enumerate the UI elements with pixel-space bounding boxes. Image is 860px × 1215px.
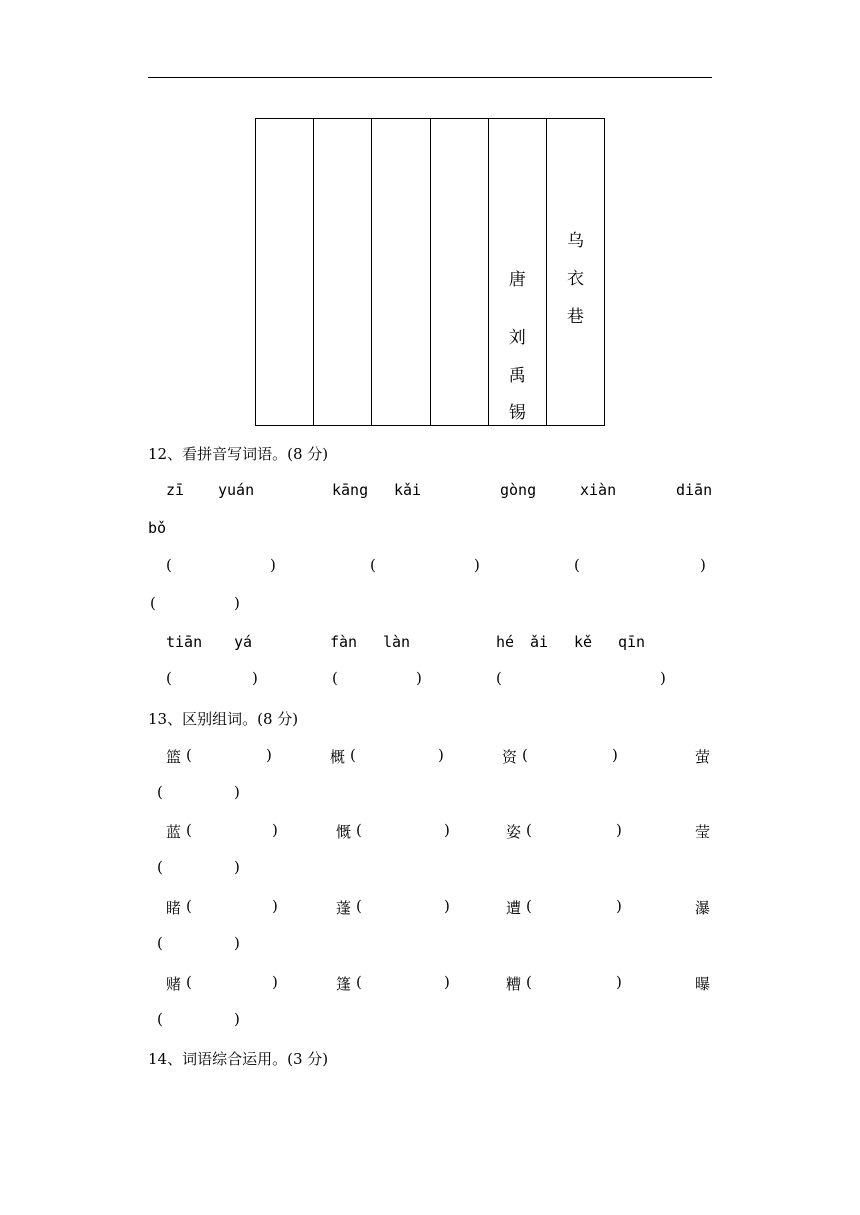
char: 姿 bbox=[506, 823, 522, 841]
paren-open: ( bbox=[526, 821, 532, 839]
paren-close: ) bbox=[252, 669, 258, 687]
paren-close: ) bbox=[474, 556, 480, 574]
paren-close: ) bbox=[416, 669, 422, 687]
paren-open: ( bbox=[150, 594, 156, 612]
paren-close: ) bbox=[700, 556, 706, 574]
paren-open: ( bbox=[332, 669, 338, 687]
char: 赌 bbox=[166, 975, 182, 993]
pinyin: kě bbox=[574, 633, 593, 651]
paren-open: ( bbox=[356, 897, 362, 915]
title-char: 衣 bbox=[566, 269, 584, 289]
author-char: 唐 bbox=[508, 270, 526, 290]
header-rule bbox=[148, 77, 712, 78]
char: 糟 bbox=[506, 975, 522, 993]
paren-open: ( bbox=[186, 821, 192, 839]
pinyin: fàn bbox=[330, 633, 358, 651]
char: 瀑 bbox=[695, 899, 711, 917]
title-char: 巷 bbox=[566, 307, 584, 327]
title-char: 乌 bbox=[566, 231, 584, 251]
paren-close: ) bbox=[272, 897, 278, 915]
paren-open: ( bbox=[186, 973, 192, 991]
paren-close: ) bbox=[616, 821, 622, 839]
paren-close: ) bbox=[234, 858, 240, 876]
pinyin: diān bbox=[676, 481, 713, 499]
q14-heading: 14、词语综合运用。(3 分) bbox=[148, 1050, 329, 1068]
paren-close: ) bbox=[444, 973, 450, 991]
pinyin: kǎi bbox=[394, 481, 422, 499]
pinyin: ǎi bbox=[530, 633, 549, 651]
paren-open: ( bbox=[166, 669, 172, 687]
char: 蓬 bbox=[336, 899, 352, 917]
char: 蓝 bbox=[166, 823, 182, 841]
paren-close: ) bbox=[234, 934, 240, 952]
poem-grid bbox=[255, 118, 605, 426]
paren-close: ) bbox=[616, 973, 622, 991]
paren-open: ( bbox=[496, 669, 502, 687]
pinyin: xiàn bbox=[580, 481, 617, 499]
paren-close: ) bbox=[234, 1010, 240, 1028]
char: 曝 bbox=[695, 975, 711, 993]
paren-open: ( bbox=[186, 897, 192, 915]
paren-open: ( bbox=[526, 897, 532, 915]
char: 篮 bbox=[166, 748, 182, 766]
char: 概 bbox=[330, 748, 346, 766]
pinyin: tiān bbox=[166, 633, 203, 651]
paren-close: ) bbox=[270, 556, 276, 574]
pinyin: qīn bbox=[618, 633, 646, 651]
char: 睹 bbox=[166, 899, 182, 917]
paren-open: ( bbox=[526, 973, 532, 991]
char: 慨 bbox=[336, 823, 352, 841]
pinyin: kāng bbox=[332, 481, 369, 499]
q13-heading: 13、区别组词。(8 分) bbox=[148, 710, 299, 728]
paren-close: ) bbox=[660, 669, 666, 687]
paren-open: ( bbox=[350, 746, 356, 764]
paren-open: ( bbox=[186, 746, 192, 764]
grid-column bbox=[430, 119, 488, 425]
char: 萤 bbox=[695, 748, 711, 766]
pinyin: hé bbox=[496, 633, 515, 651]
paren-close: ) bbox=[266, 746, 272, 764]
author-char: 锡 bbox=[508, 403, 526, 423]
paren-close: ) bbox=[444, 821, 450, 839]
grid-column bbox=[371, 119, 429, 425]
paren-open: ( bbox=[157, 858, 163, 876]
char: 篷 bbox=[336, 975, 352, 993]
paren-close: ) bbox=[438, 746, 444, 764]
paren-open: ( bbox=[370, 556, 376, 574]
paren-open: ( bbox=[356, 973, 362, 991]
paren-open: ( bbox=[522, 746, 528, 764]
char: 莹 bbox=[695, 823, 711, 841]
grid-column-author bbox=[488, 119, 546, 425]
char: 遭 bbox=[506, 899, 522, 917]
author-char: 禹 bbox=[508, 366, 526, 386]
paren-open: ( bbox=[157, 1010, 163, 1028]
grid-column bbox=[256, 119, 313, 425]
pinyin: làn bbox=[383, 633, 411, 651]
char: 资 bbox=[502, 748, 518, 766]
paren-close: ) bbox=[444, 897, 450, 915]
paren-open: ( bbox=[157, 783, 163, 801]
paren-close: ) bbox=[612, 746, 618, 764]
author-char: 刘 bbox=[508, 328, 526, 348]
paren-open: ( bbox=[356, 821, 362, 839]
pinyin: gòng bbox=[500, 481, 537, 499]
grid-column-title bbox=[546, 119, 604, 425]
pinyin: zī bbox=[166, 481, 185, 499]
pinyin: bǒ bbox=[148, 519, 167, 537]
pinyin: yuán bbox=[218, 481, 255, 499]
paren-close: ) bbox=[616, 897, 622, 915]
paren-open: ( bbox=[166, 556, 172, 574]
grid-column bbox=[313, 119, 371, 425]
paren-close: ) bbox=[234, 594, 240, 612]
paren-close: ) bbox=[234, 783, 240, 801]
paren-close: ) bbox=[272, 821, 278, 839]
paren-close: ) bbox=[272, 973, 278, 991]
paren-open: ( bbox=[574, 556, 580, 574]
pinyin: yá bbox=[234, 633, 253, 651]
q12-heading: 12、看拼音写词语。(8 分) bbox=[148, 445, 329, 463]
paren-open: ( bbox=[157, 934, 163, 952]
